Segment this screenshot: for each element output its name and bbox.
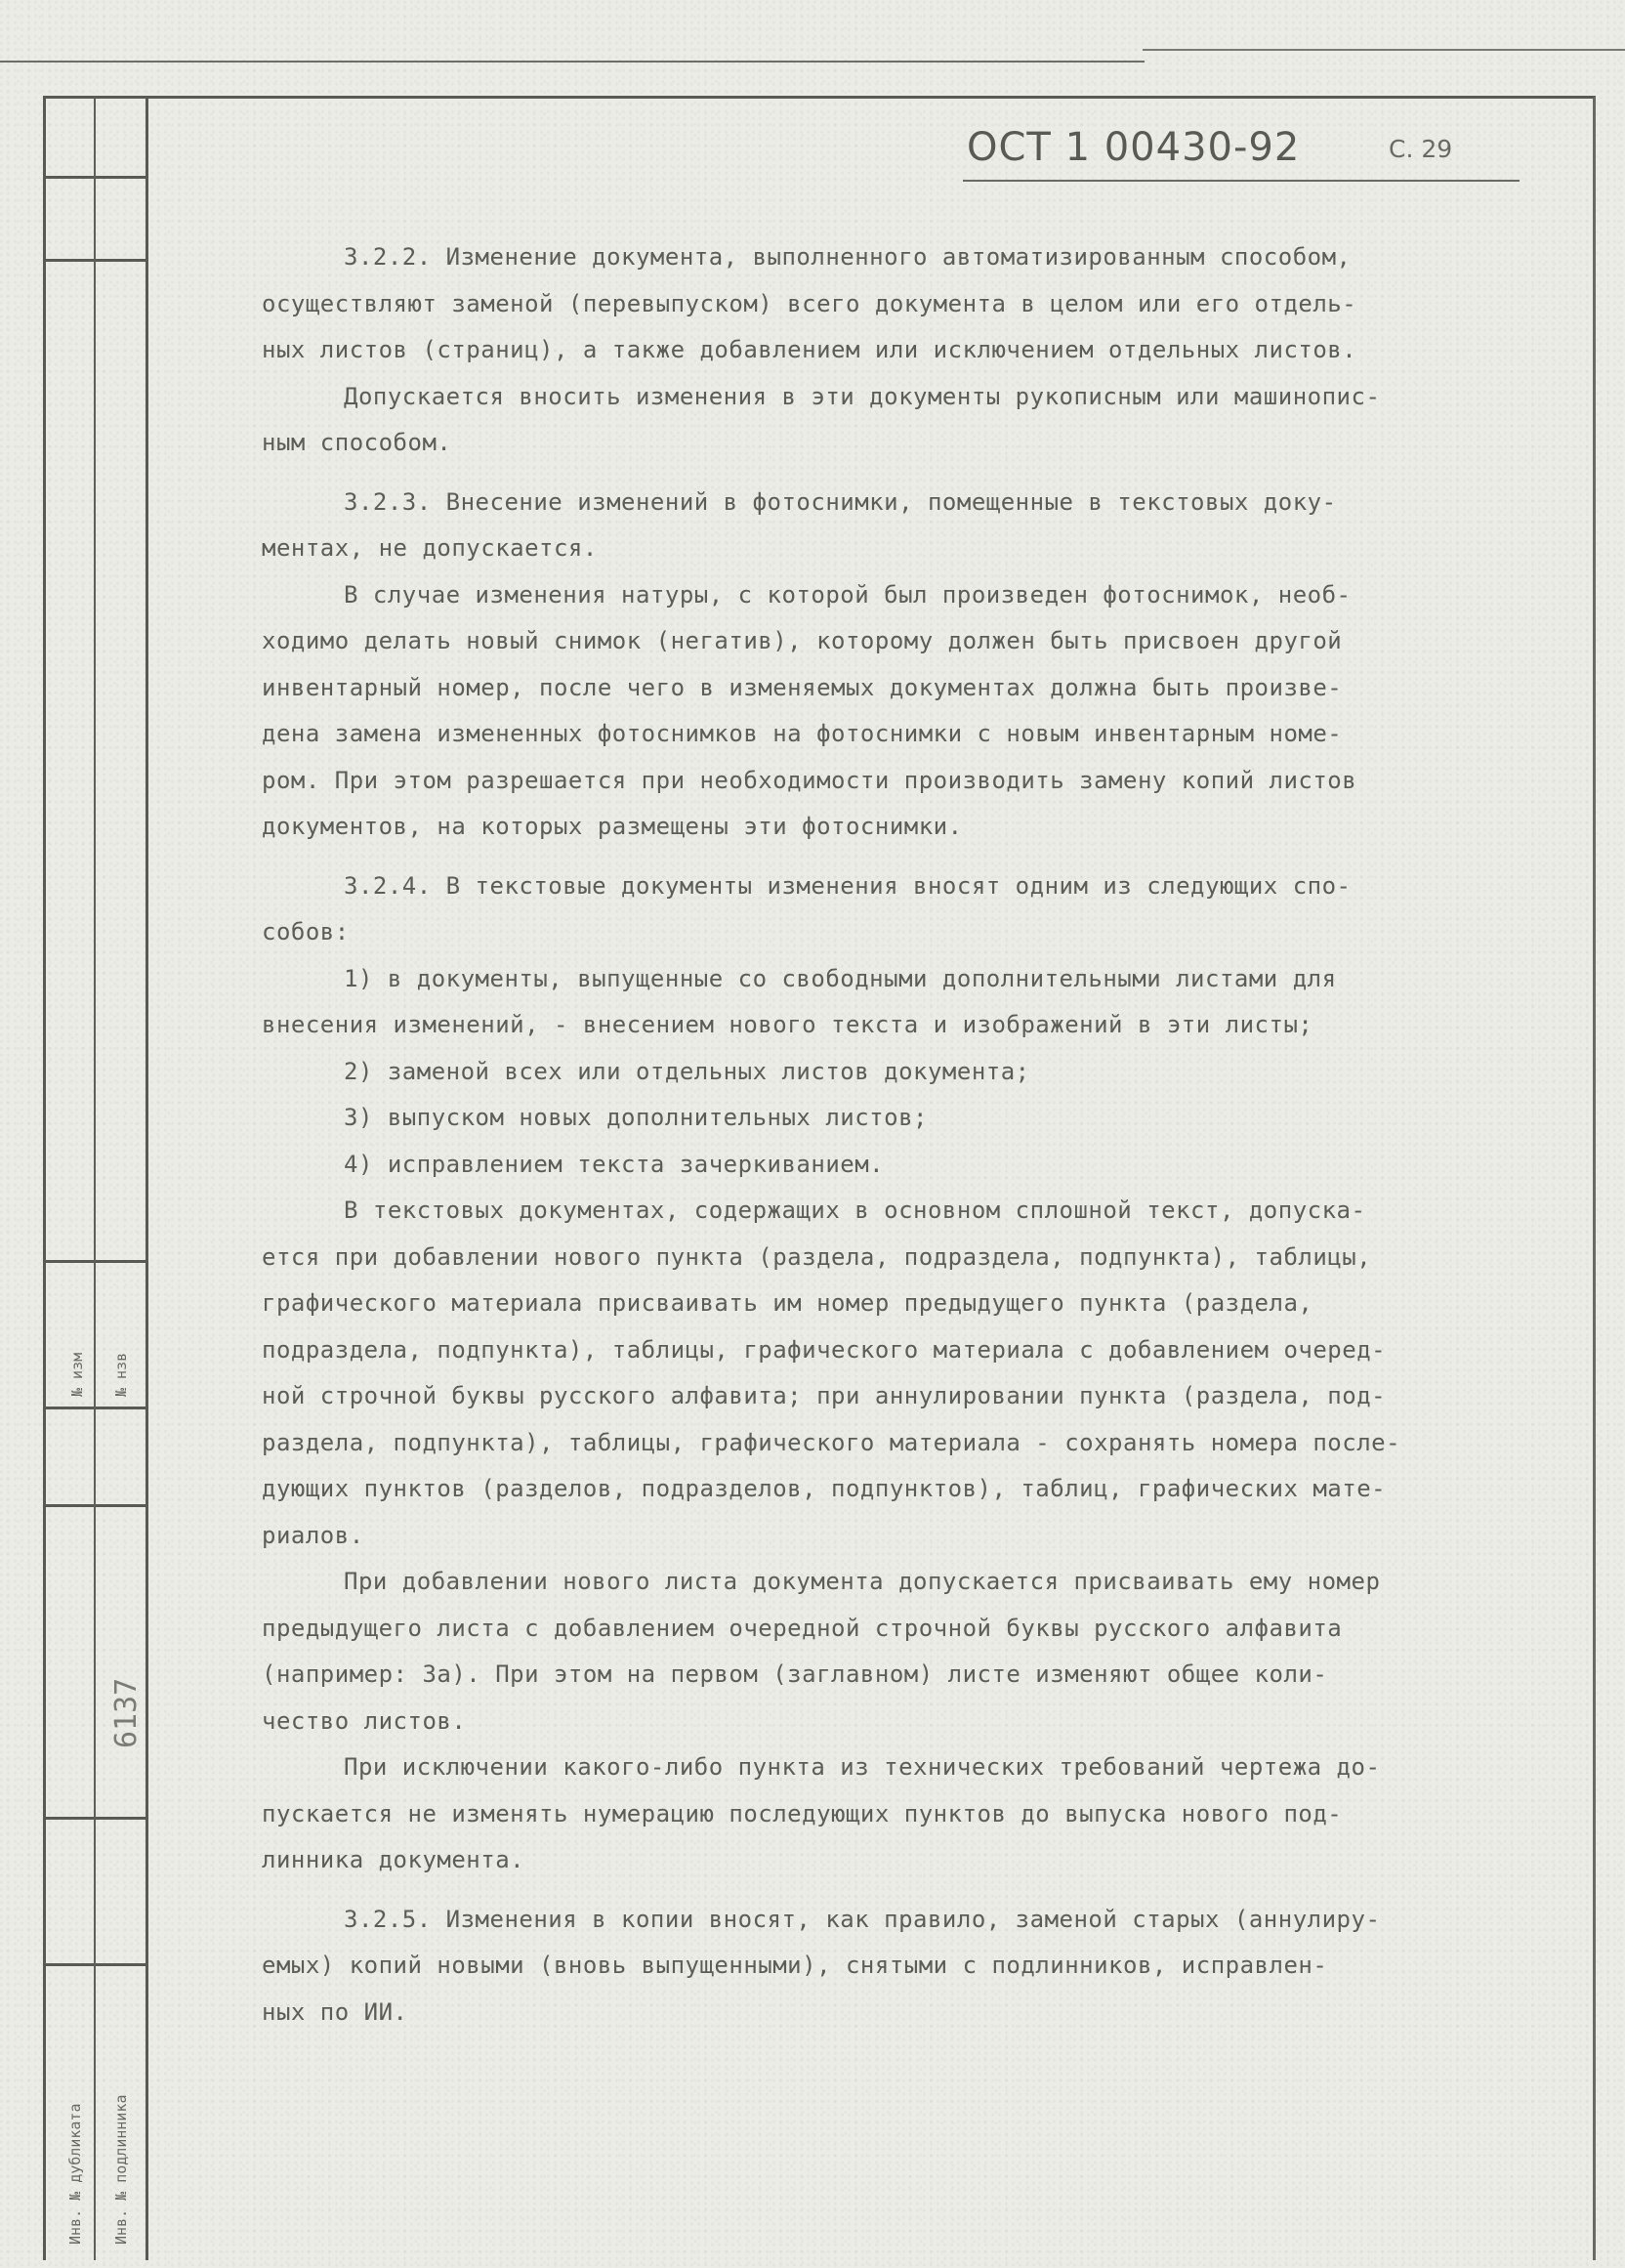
text-line: предыдущего листа с добавлением очередной строчной буквы русского алфавита [262,1614,1343,1642]
text-line: графического материала присваивать им номер предыдущего пункта (раздела, [262,1289,1313,1317]
text-line: ных листов (страниц), а также добавлением или исключением отдельных листов. [262,336,1357,363]
text-line: собов: [262,918,350,945]
text-line: 2) заменой всех или отдельных листов документа; [344,1057,1030,1085]
margin-ink-number: 6137 [109,1677,144,1748]
text-line: чество листов. [262,1706,467,1735]
strip-divider [43,1963,148,1966]
top-rule-right [1143,49,1625,51]
text-line: емых) копий новыми (вновь выпущенными), снятыми с подлинников, исправлен- [262,1952,1328,1979]
text-line: ром. При этом разрешается при необходимости производить замену копий листов [262,766,1357,794]
text-line: документов, на которых размещены эти фотоснимки. [262,813,963,840]
text-line: линника документа. [262,1846,525,1873]
text-line: ной строчной буквы русского алфавита; при аннулировании пункта (раздела, под- [262,1382,1387,1409]
text-line: 1) в документы, выпущенные со свободными дополнительными листами для [344,964,1337,992]
strip-divider [43,1260,148,1263]
text-line: дена замена измененных фотоснимков на фотоснимки с новым инвентарным номе- [262,720,1343,747]
strip-divider [43,1817,148,1820]
text-line: 4) исправлением текста зачеркиванием. [344,1150,885,1178]
text-line: ным способом. [262,429,452,456]
text-line: внесения изменений, - внесением нового текста и изображений в эти листы; [262,1011,1313,1038]
text-line: ходимо делать новый снимок (негатив), которому должен быть присвоен другой [262,627,1343,654]
text-line: ных по ИИ. [262,1997,408,2026]
top-rule [0,61,1145,63]
text-line: дующих пунктов (разделов, подразделов, подпунктов), таблиц, графических мате- [262,1475,1387,1502]
text-line: 3.2.5. Изменения в копии вносят, как правило, заменой старых (аннулиру- [344,1905,1381,1933]
text-line: риалов. [262,1521,364,1549]
strip-divider [43,1407,148,1409]
strip-divider [43,259,148,262]
margin-number-label: № нзв [112,1352,130,1397]
text-line: 3.2.3. Внесение изменений в фотоснимки, помещенные в текстовых доку- [344,487,1337,516]
text-line: осуществляют заменой (перевыпуском) всего документа в целом или его отдель- [262,289,1357,317]
strip-divider [43,176,148,179]
text-line: 3.2.4. В текстовые документы изменения вносят одним из следующих спо- [344,871,1352,900]
text-line: пускается не изменять нумерацию последующих пунктов до выпуска нового под- [262,1799,1343,1827]
document-body [262,234,1458,2036]
strip-mid-line [94,96,96,2260]
text-line: Допускается вносить изменения в эти документы рукописным или машинопис- [344,382,1381,410]
text-line: инвентарный номер, после чего в изменяемых документах должна быть произве- [262,673,1343,701]
text-line: (например: 3а). При этом на первом (заглавном) листе изменяют общее коли- [262,1660,1328,1688]
document-code: ОСТ 1 00430-92 [967,125,1301,170]
text-line: При добавлении нового листа документа допускается присваивать ему номер [344,1568,1381,1595]
text-line: ментах, не допускается. [262,534,598,562]
text-line: 3.2.2. Изменение документа, выполненного автоматизированным способом, [344,243,1352,271]
text-line: В текстовых документах, содержащих в основном сплошной текст, допуска- [344,1197,1366,1224]
text-line: ется при добавлении нового пункта (раздела, подраздела, подпункта), таблицы, [262,1242,1372,1271]
text-line: 3) выпуском новых дополнительных листов; [344,1104,928,1131]
strip-divider [43,1504,148,1507]
text-line: В случае изменения натуры, с которой был произведен фотоснимок, необ- [344,580,1352,609]
margin-strip [43,96,148,2260]
text-line: подраздела, подпункта), таблицы, графического материала с добавлением очеред- [262,1335,1387,1364]
page-number: С. 29 [1389,135,1453,163]
margin-dublikat-label: Инв. № дубликата [66,2103,84,2245]
margin-izm-label: № изм [68,1352,86,1397]
text-line: При исключении какого-либо пункта из технических требований чертежа до- [344,1753,1381,1781]
header-underline [963,180,1520,182]
margin-podlinnik-label: Инв. № подлинника [112,2094,130,2245]
text-line: раздела, подпункта), таблицы, графического материала - сохранять номера после- [262,1428,1401,1456]
